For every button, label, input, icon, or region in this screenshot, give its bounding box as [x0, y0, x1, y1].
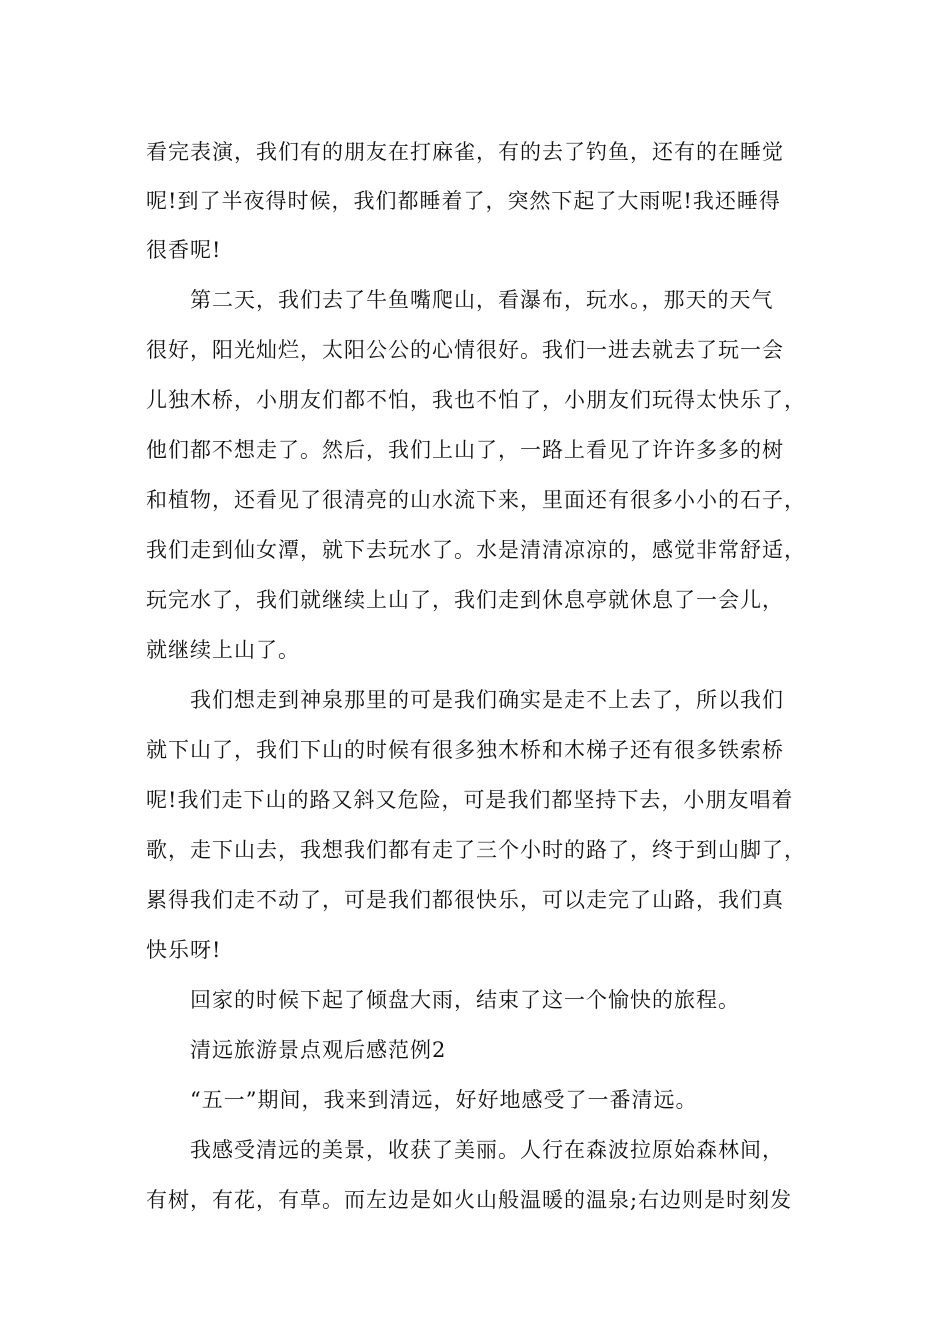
text-line: 呢!我们走下山的路又斜又危险，可是我们都坚持下去，小朋友唱着 — [146, 788, 794, 812]
text-line: 快乐呀! — [146, 938, 222, 962]
text-line: 很香呢! — [146, 238, 222, 262]
text-line: 第二天，我们去了牛鱼嘴爬山，看瀑布，玩水。，那天的天气 — [190, 288, 774, 312]
text-line: 累得我们走不动了，可是我们都很快乐，可以走完了山路，我们真 — [146, 888, 784, 912]
text-line: 就继续上山了。 — [146, 638, 300, 662]
text-line: 我们想走到神泉那里的可是我们确实是走不上去了，所以我们 — [190, 688, 784, 712]
text-line: 儿独木桥，小朋友们都不怕，我也不怕了，小朋友们玩得太快乐了， — [146, 388, 806, 412]
text-line: 有树，有花，有草。而左边是如火山般温暖的温泉;右边则是时刻发 — [146, 1188, 793, 1212]
text-line: 我感受清远的美景，收获了美丽。人行在森波拉原始森林间， — [190, 1138, 784, 1162]
text-line: 我们走到仙女潭，就下去玩水了。水是清清凉凉的，感觉非常舒适， — [146, 538, 806, 562]
text-line: 歌，走下山去，我想我们都有走了三个小时的路了，终于到山脚了， — [146, 838, 806, 862]
text-line: 玩完水了，我们就继续上山了，我们走到休息亭就休息了一会儿， — [146, 588, 784, 612]
text-line: 和植物，还看见了很清亮的山水流下来，里面还有很多小小的石子， — [146, 488, 806, 512]
text-line: “五一”期间，我来到清远，好好地感受了一番清远。 — [190, 1088, 698, 1112]
text-line: 很好，阳光灿烂，太阳公公的心情很好。我们一进去就去了玩一会 — [146, 338, 784, 362]
text-line: 呢!到了半夜得时候，我们都睡着了，突然下起了大雨呢!我还睡得 — [146, 189, 781, 213]
text-line: 就下山了，我们下山的时候有很多独木桥和木梯子还有很多铁索桥 — [146, 738, 784, 762]
text-line: 看完表演，我们有的朋友在打麻雀，有的去了钓鱼，还有的在睡觉 — [146, 140, 784, 164]
section-heading: 清远旅游景点观后感范例2 — [190, 1038, 447, 1062]
text-line: 他们都不想走了。然后，我们上山了，一路上看见了许许多多的树 — [146, 438, 784, 462]
text-line: 回家的时候下起了倾盘大雨，结束了这一个愉快的旅程。 — [190, 988, 740, 1012]
